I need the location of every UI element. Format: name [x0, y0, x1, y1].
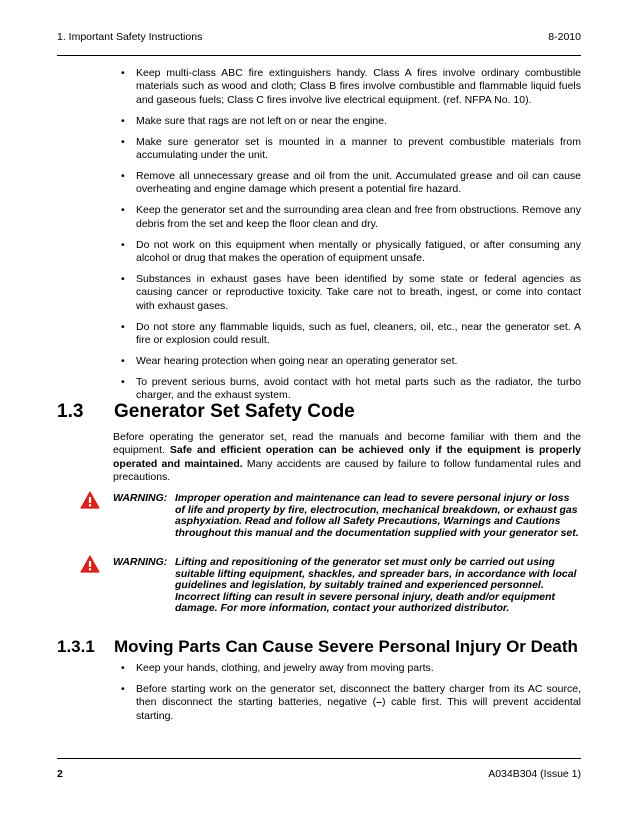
emphasis-text: Safe and efficient operation can be achieved only if the equipment is properly operated and maintained. [113, 444, 581, 470]
list-item: • Wear hearing protection when going near an operating generator set. [121, 354, 458, 367]
list-item: • Make sure generator set is mounted in a manner to prevent combustible materials from accumulating under the unit. [121, 135, 581, 162]
list-item-text: Keep the generator set and the surrounding area clean and free from obstructions. Remove any debris from the set and keep the floor clean and dry. [136, 204, 581, 230]
warning-text: Lifting and repositioning of the generator set must only be carried out using suitable lifting equipment, shackles, and spreader bars, in accordance with local guidelines and legislation, by suitably trained and experienced personnel. Incorrect lifting can result in severe personal injury, death and/or equipment damage. For more information, contact your authorized distributor. [175, 556, 577, 614]
warning-label: WARNING: [113, 556, 168, 568]
moving-parts-bullet-list [0, 662, 638, 731]
section-heading [57, 401, 355, 423]
list-item-text: Make sure that rags are not left on or near the engine. [136, 114, 387, 127]
warning-block [80, 493, 581, 539]
header-date: 8-2010 [548, 31, 581, 43]
document-id: A034B304 (Issue 1) [488, 768, 581, 780]
warning-triangle-icon [80, 555, 100, 573]
section-title: Generator Set Safety Code [114, 401, 355, 422]
safety-bullet-list [0, 67, 638, 410]
list-item: • Make sure that rags are not left on or near the engine. [121, 114, 387, 127]
list-item: • Keep the generator set and the surrounding area clean and free from obstructions. Remove any debris from the set and keep the floor clean and dry. [121, 204, 581, 230]
list-item-text: Substances in exhaust gases have been identified by some state or federal agencies as causing cancer or reproductive toxicity. Take care not to breath, ingest, or come into contact with exhaust gases. [136, 272, 581, 312]
negative-sign: – [376, 696, 382, 709]
list-item-text: Remove all unnecessary grease and oil from the unit. Accumulated grease and oil can cause overheating and engine damage which present a potential fire hazard. [136, 169, 581, 196]
list-item-text: Do not work on this equipment when mentally or physically fatigued, or after consuming any alcohol or drug that makes the operation of equipment unsafe. [136, 238, 581, 264]
warning-block [80, 557, 581, 615]
list-item-text: To prevent serious burns, avoid contact with hot metal parts such as the radiator, the turbo charger, and the exhaust system. [136, 375, 581, 402]
warning-text: Improper operation and maintenance can lead to severe personal injury or loss of life and property by fire, electrocution, mechanical breakdown, or exhaust gas asphyxiation. Read and follow all Safety Precautions, Warnings and Cautions throughout this manual and the documentation supplied with your generator set. [175, 492, 579, 539]
section-intro-paragraph: Before operating the generator set, read the manuals and become familiar with them and the equipment. Safe and efficient operation can be achieved only if the equipment is properly operated and maintained. Many accidents are caused by failure to follow fundamental rules and precautions. [113, 431, 581, 484]
list-item-text: Keep multi-class ABC fire extinguishers handy. Class A fires involve ordinary combustible materials such as wood and cloth; Class B fires involve combustible and flammable liquid fuels and gaseous fuels; Class C fires involve live electrical equipment. (ref. NFPA No. 10). [136, 67, 581, 106]
subsection-heading [57, 637, 578, 657]
warning-label: WARNING: [113, 492, 168, 504]
list-item: • Do not work on this equipment when mentally or physically fatigued, or after consuming any alcohol or drug that makes the operation of equipment unsafe. [121, 238, 581, 264]
list-item-text: Do not store any flammable liquids, such as fuel, cleaners, oil, etc., near the generator set. A fire or explosion could result. [136, 320, 581, 346]
list-item: • Remove all unnecessary grease and oil from the unit. Accumulated grease and oil can cause overheating and engine damage which present a potential fire hazard. [121, 169, 581, 196]
list-item-text: Wear hearing protection when going near an operating generator set. [136, 354, 458, 367]
subsection-number: 1.3.1 [57, 637, 95, 656]
list-item: • Do not store any flammable liquids, such as fuel, cleaners, oil, etc., near the generator set. A fire or explosion could result. [121, 320, 581, 346]
list-item: • To prevent serious burns, avoid contact with hot metal parts such as the radiator, the turbo charger, and the exhaust system. [121, 375, 581, 402]
list-item: • Keep your hands, clothing, and jewelry away from moving parts. [121, 662, 434, 674]
list-item: • Before starting work on the generator set, disconnect the battery charger from its AC source, then disconnect the starting batteries, negative (–) cable first. This will prevent accidental starting. [121, 682, 581, 722]
footer-divider [57, 758, 581, 759]
header-section-title: 1. Important Safety Instructions [57, 31, 203, 43]
list-item: • Keep multi-class ABC fire extinguishers handy. Class A fires involve ordinary combustible materials such as wood and cloth; Class B fires involve combustible and flammable liquid fuels and gaseous fuels; Class C fires involve live electrical equipment. (ref. NFPA No. 10). [121, 67, 581, 106]
section-number: 1.3 [57, 401, 84, 422]
list-item-text: Make sure generator set is mounted in a manner to prevent combustible materials from accumulating under the unit. [136, 135, 581, 162]
list-item: • Substances in exhaust gases have been identified by some state or federal agencies as causing cancer or reproductive toxicity. Take care not to breath, ingest, or come into contact with exhaust gases. [121, 272, 581, 312]
warning-triangle-icon [80, 491, 100, 509]
header-divider [57, 55, 581, 56]
subsection-title: Moving Parts Can Cause Severe Personal Injury Or Death [114, 637, 578, 656]
page-number: 2 [57, 768, 63, 780]
page-header [57, 31, 581, 43]
page-footer [57, 768, 581, 780]
